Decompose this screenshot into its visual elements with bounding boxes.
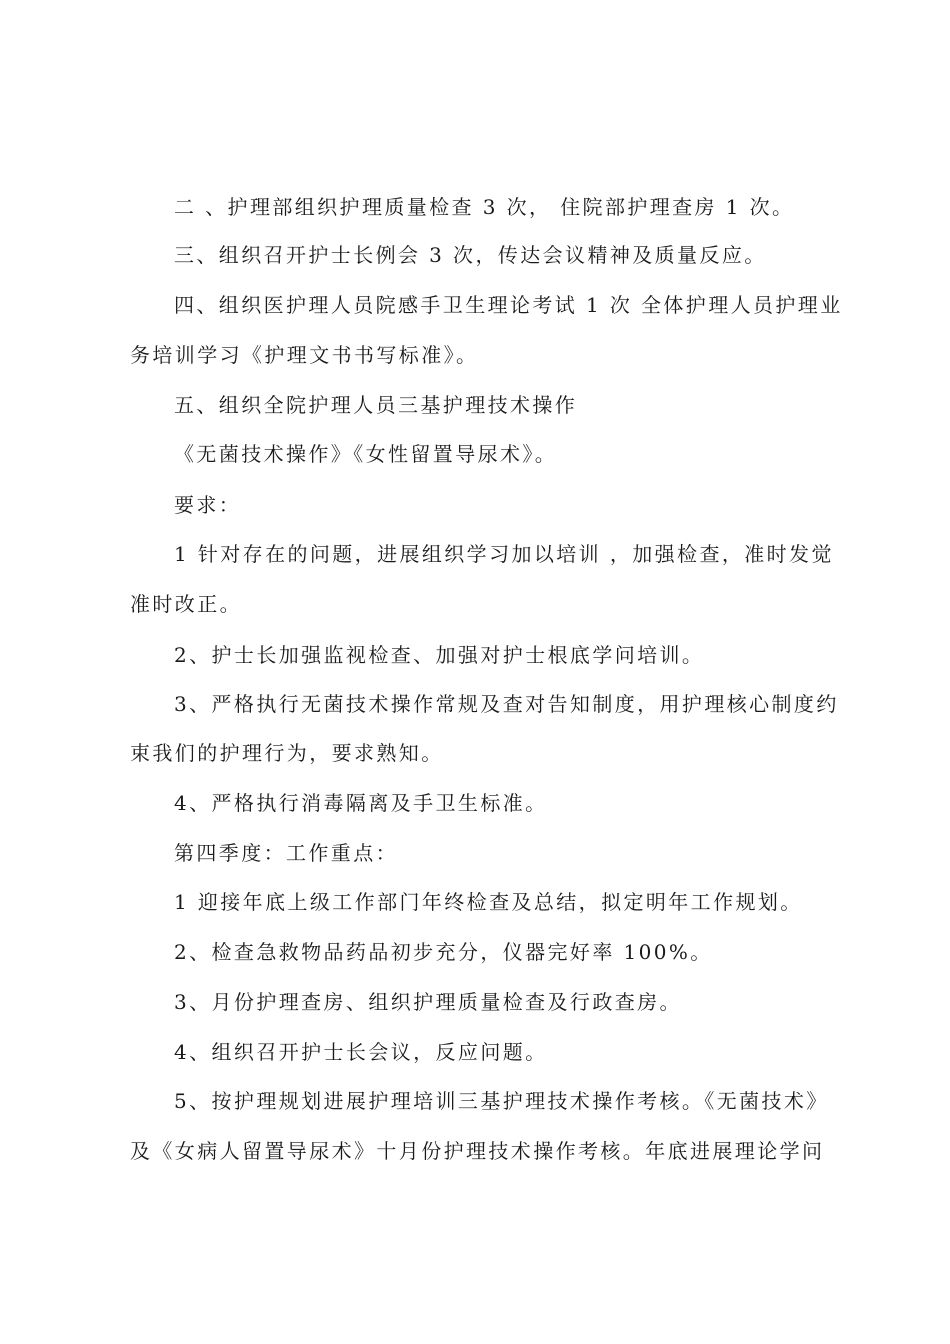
paragraph-line-14: 第四季度：工作重点： [174,841,398,865]
paragraph-line-20: 及《女病人留置导尿术》十月份护理技术操作考核。年底进展理论学问 [130,1139,825,1163]
paragraph-line-5: 五、组织全院护理人员三基护理技术操作 [174,393,578,417]
paragraph-line-16: 2、检查急救物品药品初步充分，仪器完好率 100%。 [174,940,713,964]
paragraph-line-17: 3、月份护理查房、组织护理质量检查及行政查房。 [174,990,682,1014]
paragraph-line-7: 要求： [174,493,242,517]
paragraph-line-12: 束我们的护理行为，要求熟知。 [130,741,444,765]
paragraph-line-4: 务培训学习《护理文书书写标准》。 [130,343,479,367]
paragraph-line-3: 四、组织医护理人员院感手卫生理论考试 1 次 全体护理人员护理业 [174,293,843,317]
paragraph-line-8: 1 针对存在的问题，进展组织学习加以培训 ，加强检查，准时发觉 [174,542,834,566]
paragraph-line-15: 1 迎接年底上级工作部门年终检查及总结，拟定明年工作规划。 [174,890,803,914]
paragraph-line-10: 2、护士长加强监视检查、加强对护士根底学问培训。 [174,643,705,667]
paragraph-line-13: 4、严格执行消毒隔离及手卫生标准。 [174,791,548,815]
paragraph-line-11: 3、严格执行无菌技术操作常规及查对告知制度，用护理核心制度约 [174,692,839,716]
paragraph-line-1: 二 、护理部组织护理质量检查 3 次， 住院部护理查房 1 次。 [174,195,795,219]
paragraph-line-6: 《无菌技术操作》《女性留置导尿术》。 [174,442,558,466]
paragraph-line-18: 4、组织召开护士长会议，反应问题。 [174,1040,548,1064]
paragraph-line-19: 5、按护理规划进展护理培训三基护理技术操作考核。《无菌技术》 [174,1089,829,1113]
paragraph-line-2: 三、组织召开护士长例会 3 次，传达会议精神及质量反应。 [174,243,767,267]
paragraph-line-9: 准时改正。 [130,592,242,616]
